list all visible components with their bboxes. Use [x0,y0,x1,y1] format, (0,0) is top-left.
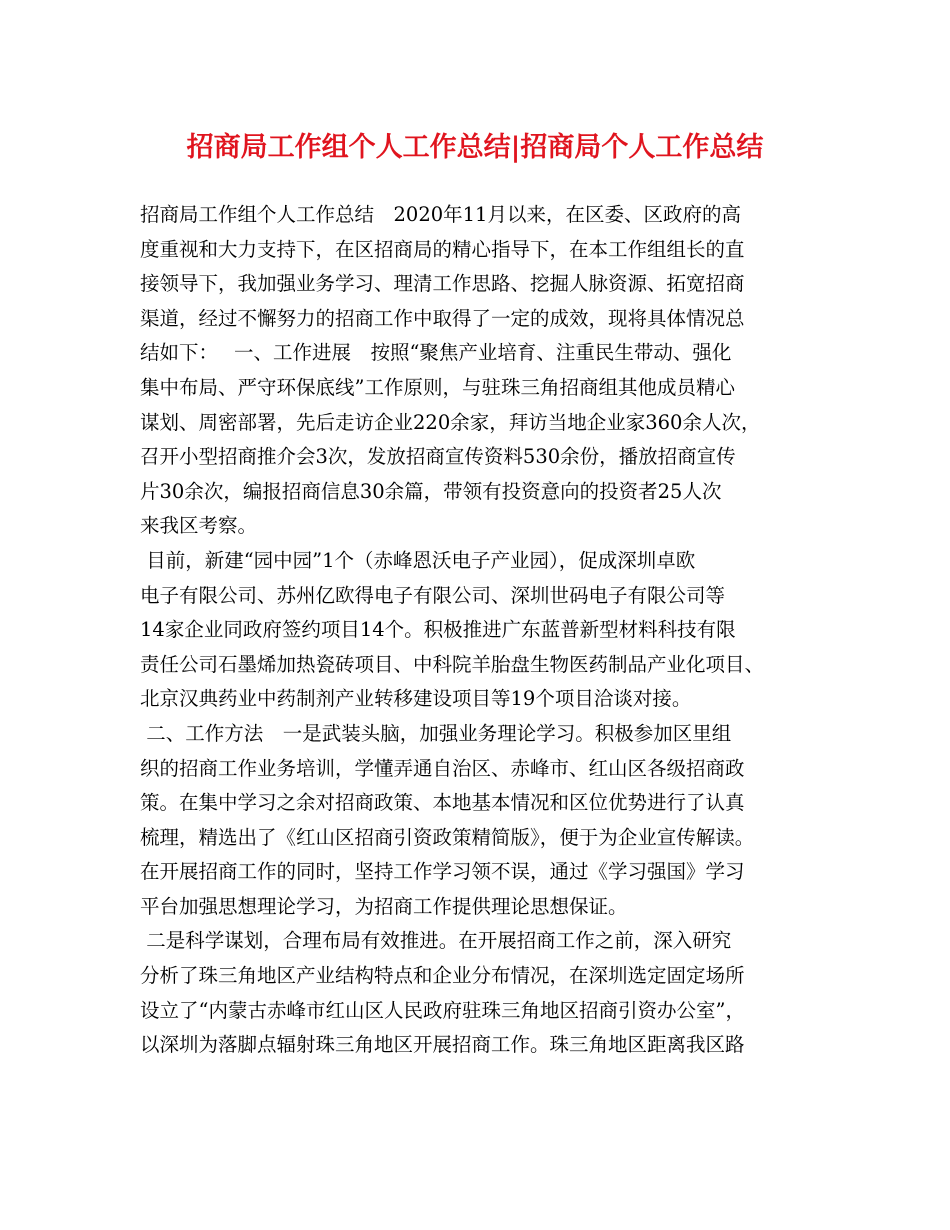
body-text-line: 责任公司石墨烯加热瓷砖项目、中科院羊胎盘生物医药制品产业化项目、 [140,652,765,676]
body-text-line: 招商局工作组个人工作总结 2020年11月以来，在区委、区政府的高 [140,203,741,226]
body-text-line: 北京汉典药业中药制剂产业转移建设项目等19个项目洽谈对接。 [140,687,692,711]
body-text-line: 目前，新建“园中园”1个（赤峰恩沃电子产业园），促成深圳卓欧 [140,548,696,572]
document-title: 招商局工作组个人工作总结|招商局个人工作总结 [186,132,764,163]
body-text-line: 结如下： 一、工作进展 按照“聚焦产业培育、注重民生带动、强化 [140,341,732,365]
body-text-line: 二、工作方法 一是武装头脑，加强业务理论学习。积极参加区里组 [140,721,732,745]
body-text-line: 梳理，精选出了《红山区招商引资政策精简版》，便于为企业宣传解读。 [140,825,755,849]
body-text-line: 召开小型招商推介会3次，发放招商宣传资料530余份，播放招商宣传 [140,445,736,469]
body-text-line: 策。在集中学习之余对招商政策、本地基本情况和区位优势进行了认真 [140,791,745,815]
document-body [140,198,812,1063]
body-text-line: 渠道，经过不懈努力的招商工作中取得了一定的成效，现将具体情况总 [140,306,745,330]
body-text-line: 二是科学谋划，合理布局有效推进。在开展招商工作之前，深入研究 [140,929,732,953]
body-text-line: 分析了珠三角地区产业结构特点和企业分布情况，在深圳选定固定场所 [140,964,745,988]
body-text-line: 度重视和大力支持下，在区招商局的精心指导下，在本工作组组长的直 [140,237,745,261]
body-text-line: 集中布局、严守环保底线”工作原则，与驻珠三角招商组其他成员精心 [140,375,735,399]
body-text-line: 电子有限公司、苏州亿欧得电子有限公司、深圳世码电子有限公司等 [140,583,726,607]
body-text-line: 以深圳为落脚点辐射珠三角地区开展招商工作。珠三角地区距离我区路 [140,1033,745,1057]
body-text-line: 14家企业同政府签约项目14个。积极推进广东蓝普新型材料科技有限 [140,618,736,642]
body-text-line: 片30余次，编报招商信息30余篇，带领有投资意向的投资者25人次 [140,479,722,503]
body-text-line: 织的招商工作业务培训，学懂弄通自治区、赤峰市、红山区各级招商政 [140,756,745,780]
body-text-line: 平台加强思想理论学习，为招商工作提供理论思想保证。 [140,894,628,918]
body-text-line: 设立了“内蒙古赤峰市红山区人民政府驻珠三角地区招商引资办公室”， [140,998,745,1022]
body-text-line: 来我区考察。 [140,514,258,538]
body-text-line: 在开展招商工作的同时，坚持工作学习领不误，通过《学习强国》学习 [140,860,745,884]
body-text-line: 谋划、周密部署，先后走访企业220余家，拜访当地企业家360余人次， [140,410,761,434]
body-text-line: 接领导下，我加强业务学习、理清工作思路、挖掘人脉资源、拓宽招商 [140,272,745,296]
